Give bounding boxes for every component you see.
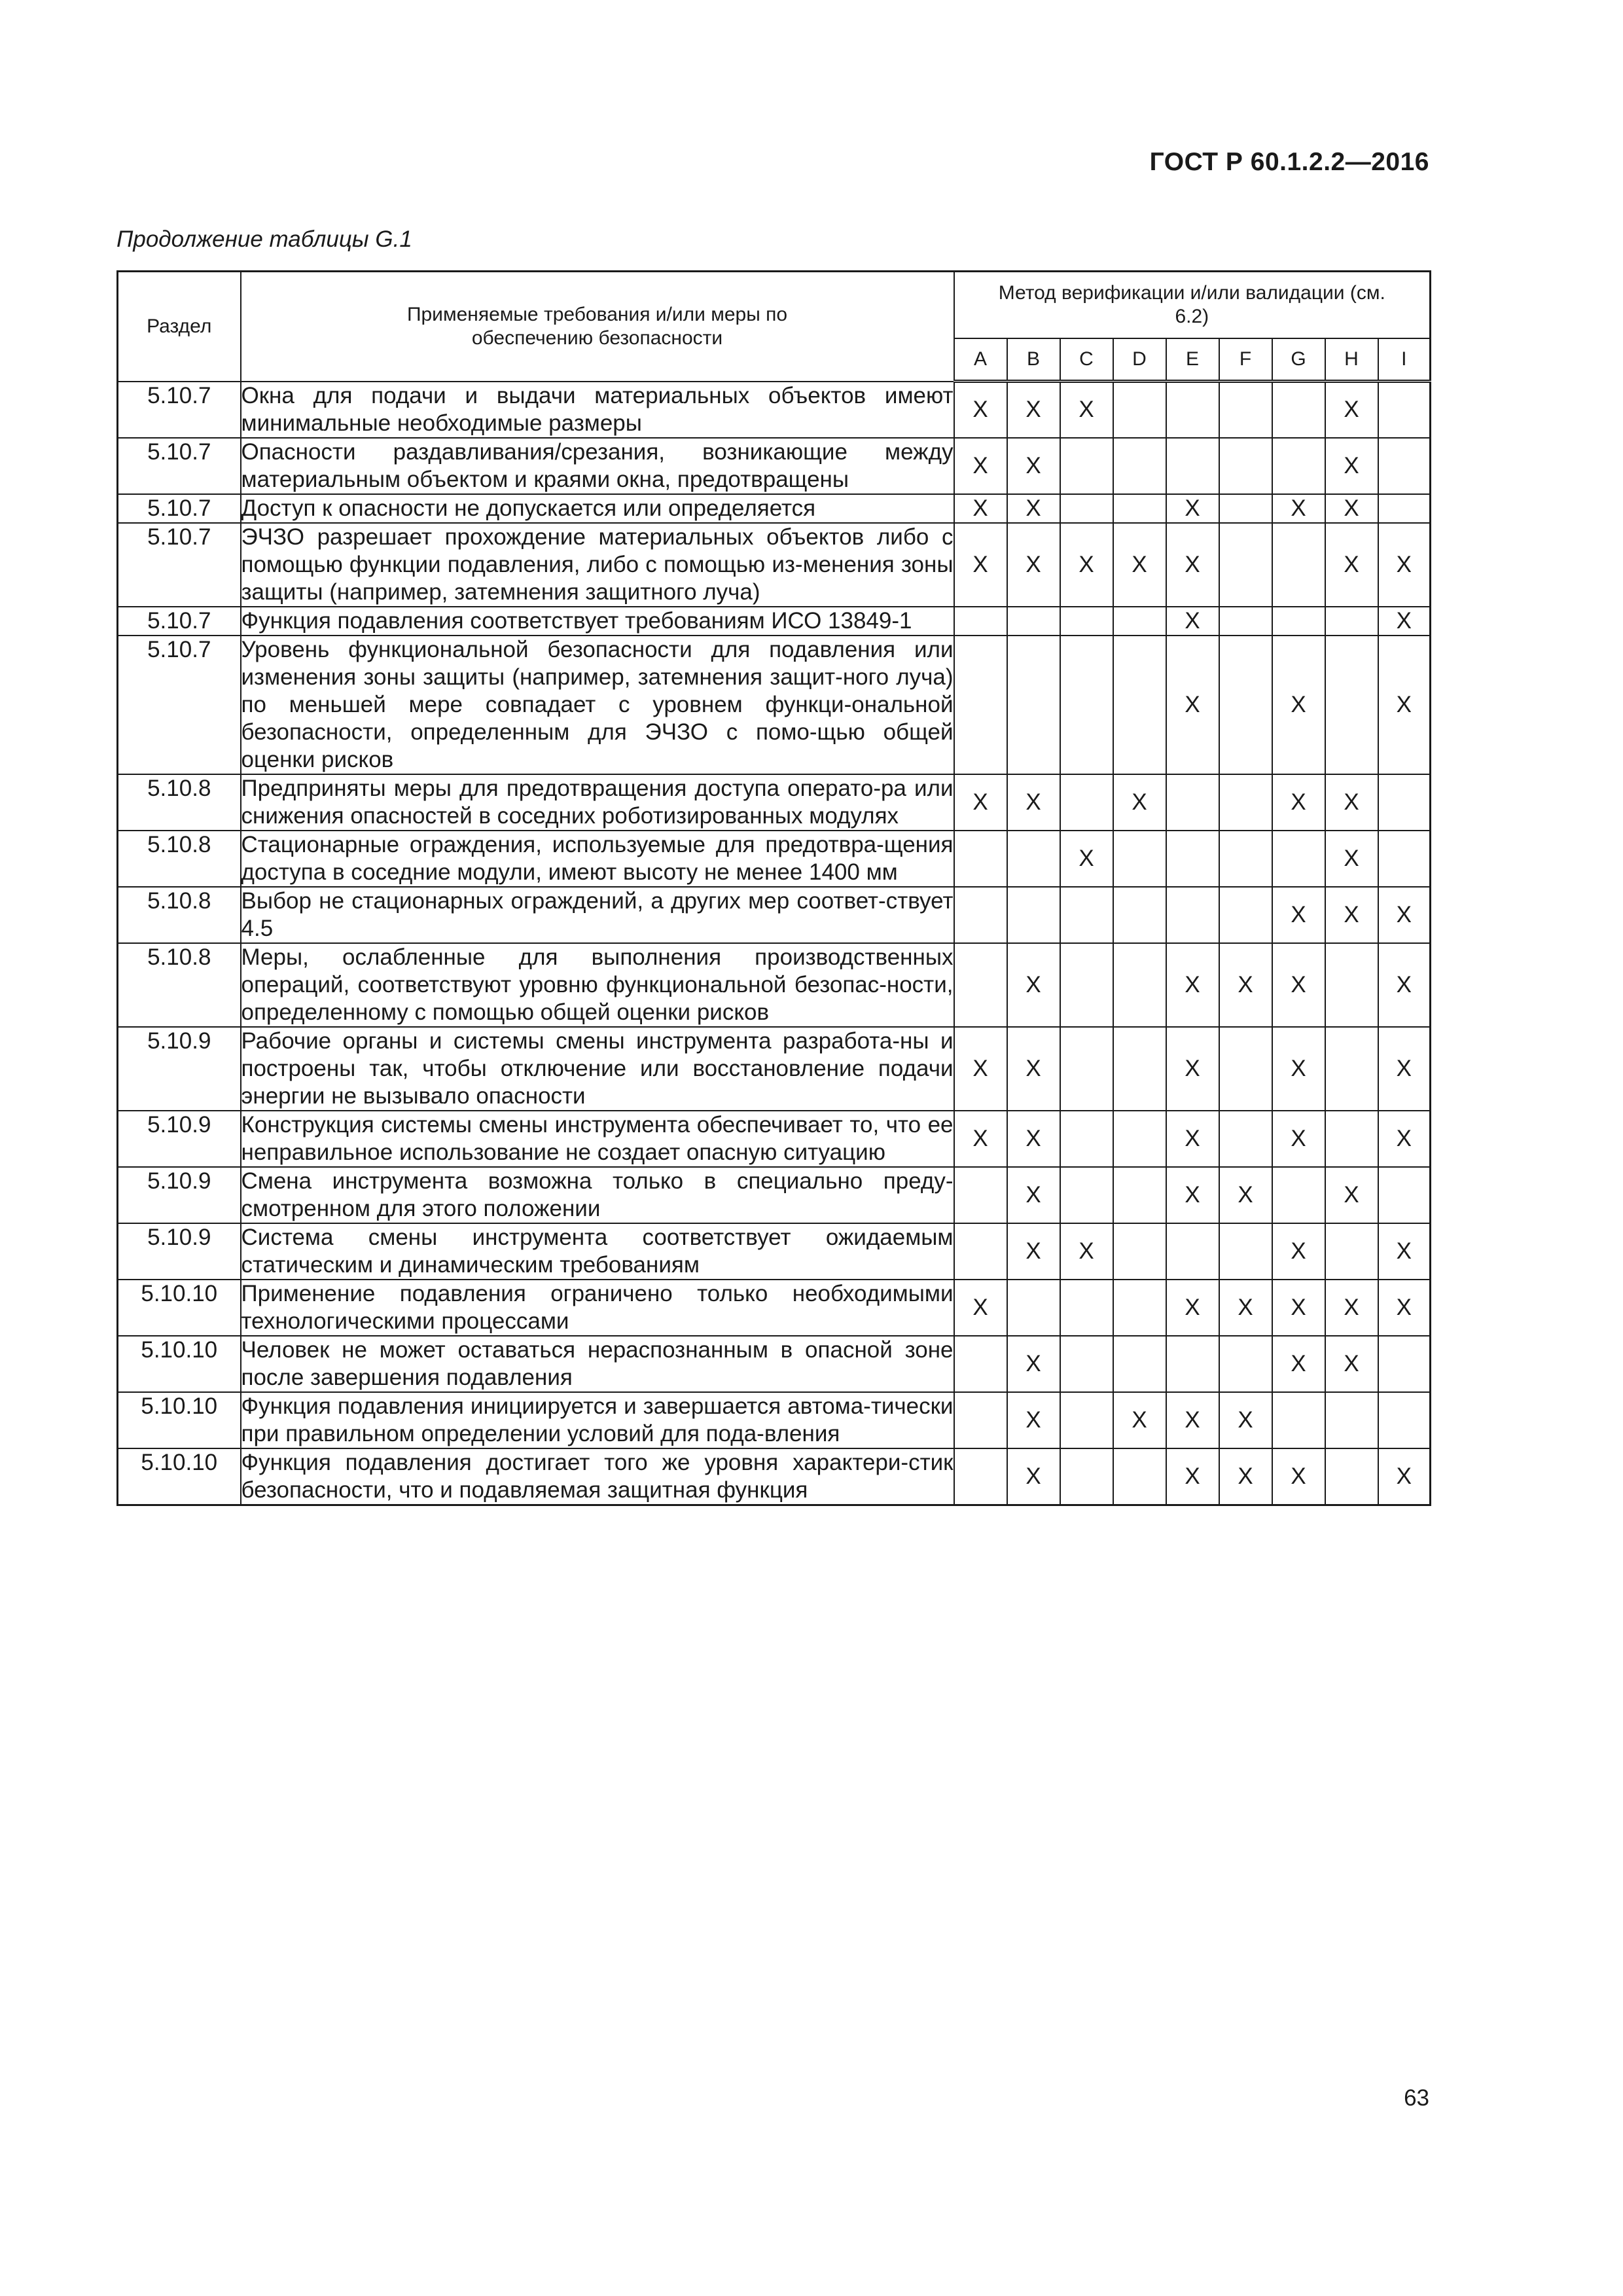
mark-cell-i: X bbox=[1378, 943, 1431, 1027]
mark-cell-h bbox=[1325, 1392, 1378, 1448]
requirement-cell: ЭЧЗО разрешает прохождение материальных объектов либо с помощью функции подавления, либо с помощью из-менения зоны защиты (например, затемнения защитного луча) bbox=[241, 523, 954, 607]
mark-cell-e: X bbox=[1166, 1111, 1219, 1167]
mark-cell-h: X bbox=[1325, 438, 1378, 494]
mark-cell-e: X bbox=[1166, 1167, 1219, 1223]
mark-cell-i bbox=[1378, 438, 1431, 494]
mark-cell-d bbox=[1113, 1280, 1166, 1336]
section-cell: 5.10.10 bbox=[118, 1280, 241, 1336]
mark-cell-d bbox=[1113, 1223, 1166, 1280]
mark-cell-c bbox=[1060, 1027, 1113, 1111]
mark-cell-i: X bbox=[1378, 1280, 1431, 1336]
mark-cell-e: X bbox=[1166, 1280, 1219, 1336]
table-row bbox=[118, 382, 1431, 438]
section-cell: 5.10.8 bbox=[118, 887, 241, 943]
mark-cell-b: X bbox=[1007, 774, 1060, 831]
mark-cell-f bbox=[1219, 1336, 1272, 1392]
requirement-cell: Рабочие органы и системы смены инструмента разработа-ны и построены так, чтобы отключение или восстановление подачи энергии не вызывало опасности bbox=[241, 1027, 954, 1111]
table-row bbox=[118, 1027, 1431, 1111]
mark-cell-c bbox=[1060, 438, 1113, 494]
mark-cell-d: X bbox=[1113, 774, 1166, 831]
section-cell: 5.10.9 bbox=[118, 1167, 241, 1223]
requirement-cell: Меры, ослабленные для выполнения производственных операций, соответствуют уровню функциональной безопас-ности, определенному с помощью общей оценки рисков bbox=[241, 943, 954, 1027]
mark-cell-i: X bbox=[1378, 607, 1431, 636]
mark-cell-f bbox=[1219, 607, 1272, 636]
mark-cell-a bbox=[954, 1392, 1007, 1448]
mark-cell-a: X bbox=[954, 494, 1007, 523]
mark-cell-g: X bbox=[1272, 494, 1325, 523]
table-row bbox=[118, 1392, 1431, 1448]
mark-cell-d: X bbox=[1113, 523, 1166, 607]
section-cell: 5.10.10 bbox=[118, 1336, 241, 1392]
mark-cell-c bbox=[1060, 636, 1113, 774]
mark-cell-f bbox=[1219, 636, 1272, 774]
mark-cell-g bbox=[1272, 1392, 1325, 1448]
mark-cell-a: X bbox=[954, 1027, 1007, 1111]
table-row bbox=[118, 774, 1431, 831]
mark-cell-a: X bbox=[954, 523, 1007, 607]
mark-cell-g: X bbox=[1272, 1027, 1325, 1111]
mark-cell-h: X bbox=[1325, 887, 1378, 943]
mark-cell-e bbox=[1166, 887, 1219, 943]
mark-cell-e: X bbox=[1166, 636, 1219, 774]
mark-cell-g: X bbox=[1272, 1280, 1325, 1336]
mark-cell-e bbox=[1166, 1336, 1219, 1392]
table-row bbox=[118, 1280, 1431, 1336]
table-row bbox=[118, 831, 1431, 887]
mark-cell-d bbox=[1113, 636, 1166, 774]
mark-cell-c: X bbox=[1060, 831, 1113, 887]
mark-cell-e: X bbox=[1166, 494, 1219, 523]
mark-cell-g: X bbox=[1272, 1336, 1325, 1392]
method-letter-b: B bbox=[1007, 338, 1060, 382]
method-letter-i: I bbox=[1378, 338, 1431, 382]
mark-cell-b bbox=[1007, 831, 1060, 887]
mark-cell-g: X bbox=[1272, 1223, 1325, 1280]
mark-cell-h bbox=[1325, 1448, 1378, 1505]
section-cell: 5.10.9 bbox=[118, 1223, 241, 1280]
section-cell: 5.10.7 bbox=[118, 494, 241, 523]
mark-cell-c bbox=[1060, 494, 1113, 523]
table-row bbox=[118, 494, 1431, 523]
mark-cell-h bbox=[1325, 1223, 1378, 1280]
requirement-cell: Уровень функциональной безопасности для подавления или изменения зоны защиты (например, затемнения защит-ного луча) по меньшей мере совпадает с уровнем функци-ональной безопасности, определенным для ЭЧЗО с помо-щью общей оценки рисков bbox=[241, 636, 954, 774]
mark-cell-g: X bbox=[1272, 887, 1325, 943]
section-cell: 5.10.7 bbox=[118, 438, 241, 494]
mark-cell-f bbox=[1219, 438, 1272, 494]
header-method: Метод верификации и/или валидации (см. 6.2) bbox=[954, 272, 1431, 339]
mark-cell-b bbox=[1007, 607, 1060, 636]
section-cell: 5.10.10 bbox=[118, 1392, 241, 1448]
table-row bbox=[118, 1448, 1431, 1505]
section-cell: 5.10.7 bbox=[118, 636, 241, 774]
mark-cell-b: X bbox=[1007, 1167, 1060, 1223]
mark-cell-f: X bbox=[1219, 1392, 1272, 1448]
table-row bbox=[118, 887, 1431, 943]
mark-cell-d bbox=[1113, 438, 1166, 494]
mark-cell-b: X bbox=[1007, 943, 1060, 1027]
mark-cell-g bbox=[1272, 1167, 1325, 1223]
mark-cell-c bbox=[1060, 607, 1113, 636]
mark-cell-a: X bbox=[954, 1280, 1007, 1336]
section-cell: 5.10.9 bbox=[118, 1027, 241, 1111]
mark-cell-h: X bbox=[1325, 1336, 1378, 1392]
mark-cell-a bbox=[954, 831, 1007, 887]
mark-cell-d bbox=[1113, 887, 1166, 943]
mark-cell-h bbox=[1325, 636, 1378, 774]
mark-cell-d bbox=[1113, 494, 1166, 523]
mark-cell-d bbox=[1113, 1448, 1166, 1505]
requirement-cell: Выбор не стационарных ограждений, а других мер соответ-ствует 4.5 bbox=[241, 887, 954, 943]
requirement-cell: Смена инструмента возможна только в специально преду-смотренном для этого положении bbox=[241, 1167, 954, 1223]
mark-cell-f bbox=[1219, 1027, 1272, 1111]
mark-cell-i: X bbox=[1378, 523, 1431, 607]
mark-cell-i: X bbox=[1378, 1223, 1431, 1280]
mark-cell-e bbox=[1166, 831, 1219, 887]
table-row bbox=[118, 1223, 1431, 1280]
requirement-cell: Система смены инструмента соответствует ожидаемым статическим и динамическим требованиям bbox=[241, 1223, 954, 1280]
mark-cell-b: X bbox=[1007, 1111, 1060, 1167]
method-letter-a: A bbox=[954, 338, 1007, 382]
table-row bbox=[118, 1111, 1431, 1167]
requirement-cell: Окна для подачи и выдачи материальных объектов имеют минимальные необходимые размеры bbox=[241, 382, 954, 438]
requirement-cell: Доступ к опасности не допускается или определяется bbox=[241, 494, 954, 523]
mark-cell-f: X bbox=[1219, 1280, 1272, 1336]
section-cell: 5.10.9 bbox=[118, 1111, 241, 1167]
mark-cell-i bbox=[1378, 494, 1431, 523]
mark-cell-c bbox=[1060, 943, 1113, 1027]
requirement-cell: Функция подавления инициируется и завершается автома-тически при правильном определении условий для пода-вления bbox=[241, 1392, 954, 1448]
mark-cell-f bbox=[1219, 523, 1272, 607]
mark-cell-a: X bbox=[954, 774, 1007, 831]
mark-cell-d bbox=[1113, 607, 1166, 636]
mark-cell-h bbox=[1325, 607, 1378, 636]
section-cell: 5.10.7 bbox=[118, 523, 241, 607]
mark-cell-e: X bbox=[1166, 523, 1219, 607]
mark-cell-i bbox=[1378, 831, 1431, 887]
method-letter-f: F bbox=[1219, 338, 1272, 382]
mark-cell-a bbox=[954, 1167, 1007, 1223]
mark-cell-h bbox=[1325, 1111, 1378, 1167]
mark-cell-b: X bbox=[1007, 1027, 1060, 1111]
mark-cell-h: X bbox=[1325, 1167, 1378, 1223]
mark-cell-h: X bbox=[1325, 494, 1378, 523]
mark-cell-b: X bbox=[1007, 1448, 1060, 1505]
mark-cell-g bbox=[1272, 607, 1325, 636]
table-caption: Продолжение таблицы G.1 bbox=[116, 226, 412, 252]
requirement-cell: Применение подавления ограничено только необходимыми технологическими процессами bbox=[241, 1280, 954, 1336]
mark-cell-c bbox=[1060, 887, 1113, 943]
mark-cell-i: X bbox=[1378, 1448, 1431, 1505]
mark-cell-f bbox=[1219, 1111, 1272, 1167]
mark-cell-f: X bbox=[1219, 1167, 1272, 1223]
mark-cell-c bbox=[1060, 1392, 1113, 1448]
mark-cell-h: X bbox=[1325, 831, 1378, 887]
mark-cell-a bbox=[954, 943, 1007, 1027]
requirement-cell: Опасности раздавливания/срезания, возникающие между материальным объектом и краями окна, предотвращены bbox=[241, 438, 954, 494]
mark-cell-c bbox=[1060, 1448, 1113, 1505]
mark-cell-c bbox=[1060, 1167, 1113, 1223]
requirement-cell: Конструкция системы смены инструмента обеспечивает то, что ее неправильное использование не создает опасную ситуацию bbox=[241, 1111, 954, 1167]
requirement-cell: Предприняты меры для предотвращения доступа операто-ра или снижения опасностей в соседних роботизированных модулях bbox=[241, 774, 954, 831]
mark-cell-d bbox=[1113, 382, 1166, 438]
mark-cell-b bbox=[1007, 887, 1060, 943]
mark-cell-a bbox=[954, 1448, 1007, 1505]
mark-cell-g bbox=[1272, 523, 1325, 607]
method-letter-d: D bbox=[1113, 338, 1166, 382]
table-row bbox=[118, 1167, 1431, 1223]
document-code: ГОСТ Р 60.1.2.2—2016 bbox=[1149, 148, 1429, 176]
mark-cell-b: X bbox=[1007, 1392, 1060, 1448]
mark-cell-g bbox=[1272, 382, 1325, 438]
requirement-cell: Стационарные ограждения, используемые для предотвра-щения доступа в соседние модули, имеют высоту не менее 1400 мм bbox=[241, 831, 954, 887]
mark-cell-d bbox=[1113, 831, 1166, 887]
mark-cell-c: X bbox=[1060, 1223, 1113, 1280]
mark-cell-b: X bbox=[1007, 523, 1060, 607]
mark-cell-e: X bbox=[1166, 943, 1219, 1027]
mark-cell-i: X bbox=[1378, 1027, 1431, 1111]
mark-cell-h: X bbox=[1325, 382, 1378, 438]
mark-cell-f bbox=[1219, 1223, 1272, 1280]
mark-cell-g: X bbox=[1272, 943, 1325, 1027]
mark-cell-d bbox=[1113, 1111, 1166, 1167]
table-row bbox=[118, 943, 1431, 1027]
mark-cell-h: X bbox=[1325, 1280, 1378, 1336]
table-row bbox=[118, 607, 1431, 636]
table-row bbox=[118, 636, 1431, 774]
mark-cell-a bbox=[954, 1336, 1007, 1392]
mark-cell-d bbox=[1113, 1027, 1166, 1111]
mark-cell-i: X bbox=[1378, 636, 1431, 774]
mark-cell-a bbox=[954, 1223, 1007, 1280]
mark-cell-b: X bbox=[1007, 494, 1060, 523]
mark-cell-b: X bbox=[1007, 438, 1060, 494]
mark-cell-a: X bbox=[954, 438, 1007, 494]
mark-cell-a: X bbox=[954, 1111, 1007, 1167]
mark-cell-i bbox=[1378, 1336, 1431, 1392]
mark-cell-b bbox=[1007, 636, 1060, 774]
mark-cell-g bbox=[1272, 831, 1325, 887]
mark-cell-f bbox=[1219, 774, 1272, 831]
mark-cell-e bbox=[1166, 774, 1219, 831]
mark-cell-b: X bbox=[1007, 382, 1060, 438]
mark-cell-b bbox=[1007, 1280, 1060, 1336]
mark-cell-i bbox=[1378, 1392, 1431, 1448]
mark-cell-f bbox=[1219, 831, 1272, 887]
mark-cell-f bbox=[1219, 382, 1272, 438]
table-body bbox=[118, 382, 1431, 1505]
mark-cell-c bbox=[1060, 1280, 1113, 1336]
mark-cell-f bbox=[1219, 887, 1272, 943]
mark-cell-g: X bbox=[1272, 636, 1325, 774]
mark-cell-i bbox=[1378, 382, 1431, 438]
section-cell: 5.10.10 bbox=[118, 1448, 241, 1505]
mark-cell-h: X bbox=[1325, 774, 1378, 831]
method-letter-g: G bbox=[1272, 338, 1325, 382]
mark-cell-i: X bbox=[1378, 887, 1431, 943]
mark-cell-i bbox=[1378, 774, 1431, 831]
verification-table bbox=[116, 270, 1431, 1506]
mark-cell-a bbox=[954, 887, 1007, 943]
mark-cell-h bbox=[1325, 1027, 1378, 1111]
method-letter-c: C bbox=[1060, 338, 1113, 382]
table-row bbox=[118, 1336, 1431, 1392]
mark-cell-b: X bbox=[1007, 1223, 1060, 1280]
section-cell: 5.10.8 bbox=[118, 774, 241, 831]
mark-cell-i bbox=[1378, 1167, 1431, 1223]
mark-cell-c bbox=[1060, 1111, 1113, 1167]
mark-cell-a: X bbox=[954, 382, 1007, 438]
mark-cell-a bbox=[954, 607, 1007, 636]
mark-cell-f: X bbox=[1219, 943, 1272, 1027]
mark-cell-f bbox=[1219, 494, 1272, 523]
mark-cell-g: X bbox=[1272, 1448, 1325, 1505]
section-cell: 5.10.7 bbox=[118, 382, 241, 438]
mark-cell-i: X bbox=[1378, 1111, 1431, 1167]
section-cell: 5.10.8 bbox=[118, 943, 241, 1027]
page-number: 63 bbox=[1404, 2085, 1429, 2111]
table-row bbox=[118, 438, 1431, 494]
mark-cell-e: X bbox=[1166, 1027, 1219, 1111]
requirement-cell: Человек не может оставаться нераспознанным в опасной зоне после завершения подавления bbox=[241, 1336, 954, 1392]
mark-cell-c bbox=[1060, 774, 1113, 831]
section-cell: 5.10.7 bbox=[118, 607, 241, 636]
method-letter-h: H bbox=[1325, 338, 1378, 382]
mark-cell-f: X bbox=[1219, 1448, 1272, 1505]
mark-cell-c: X bbox=[1060, 382, 1113, 438]
mark-cell-d bbox=[1113, 1167, 1166, 1223]
mark-cell-b: X bbox=[1007, 1336, 1060, 1392]
mark-cell-e: X bbox=[1166, 1448, 1219, 1505]
mark-cell-h bbox=[1325, 943, 1378, 1027]
requirement-cell: Функция подавления достигает того же уровня характери-стик безопасности, что и подавляемая защитная функция bbox=[241, 1448, 954, 1505]
mark-cell-g: X bbox=[1272, 774, 1325, 831]
mark-cell-h: X bbox=[1325, 523, 1378, 607]
mark-cell-c: X bbox=[1060, 523, 1113, 607]
table-row bbox=[118, 523, 1431, 607]
mark-cell-e bbox=[1166, 1223, 1219, 1280]
mark-cell-e: X bbox=[1166, 1392, 1219, 1448]
mark-cell-a bbox=[954, 636, 1007, 774]
mark-cell-c bbox=[1060, 1336, 1113, 1392]
header-requirements: Применяемые требования и/или меры по обеспечению безопасности bbox=[241, 272, 954, 382]
mark-cell-g bbox=[1272, 438, 1325, 494]
mark-cell-d bbox=[1113, 943, 1166, 1027]
mark-cell-e bbox=[1166, 382, 1219, 438]
mark-cell-e: X bbox=[1166, 607, 1219, 636]
mark-cell-e bbox=[1166, 438, 1219, 494]
mark-cell-d bbox=[1113, 1336, 1166, 1392]
mark-cell-g: X bbox=[1272, 1111, 1325, 1167]
mark-cell-d: X bbox=[1113, 1392, 1166, 1448]
method-letter-e: E bbox=[1166, 338, 1219, 382]
section-cell: 5.10.8 bbox=[118, 831, 241, 887]
header-section: Раздел bbox=[118, 272, 241, 382]
requirement-cell: Функция подавления соответствует требованиям ИСО 13849-1 bbox=[241, 607, 954, 636]
